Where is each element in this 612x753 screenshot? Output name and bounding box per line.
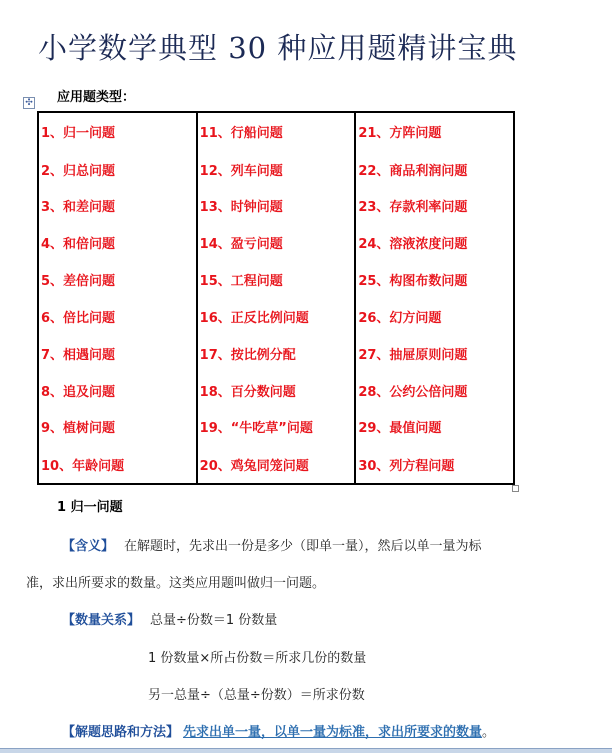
table-row [38, 408, 514, 445]
section-heading: 1 归一问题 [57, 500, 123, 515]
table-row [38, 298, 514, 335]
table-cell: 27、抽屉原则问题 [355, 335, 514, 372]
table-cell: 20、鸡兔同笼问题 [197, 445, 356, 484]
table-resize-handle[interactable] [512, 485, 519, 492]
table-row [38, 445, 514, 484]
relation-3: 另一总量÷（总量÷份数）＝所求份数 [148, 688, 365, 703]
table-row [38, 335, 514, 372]
table-cell: 24、溶液浓度问题 [355, 224, 514, 261]
meaning-continued: 准，求出所要求的数量。这类应用题叫做归一问题。 [26, 576, 326, 591]
table-cell: 16、正反比例问题 [197, 298, 356, 335]
table-cell: 29、最值问题 [355, 408, 514, 445]
table-cell: 8、追及问题 [38, 372, 197, 409]
relation-1: 总量÷份数＝1 份数量 [150, 613, 278, 628]
bottom-scroll-edge [0, 748, 612, 753]
table-cell: 19、“牛吃草”问题 [197, 408, 356, 445]
meaning-label: 【含义】 [62, 539, 115, 554]
method-paragraph [62, 721, 495, 740]
table-row [38, 151, 514, 188]
table-row [38, 372, 514, 409]
table-cell: 5、差倍问题 [38, 261, 197, 298]
method-link[interactable]: 先求出单一量，以单一量为标准，求出所要求的数量 [183, 725, 483, 740]
meaning-text: 在解题时，先求出一份是多少（即单一量），然后以单一量为标 [124, 539, 482, 554]
relation-2: 1 份数量×所占份数＝所求几份的数量 [148, 651, 367, 666]
table-cell: 28、公约公倍问题 [355, 372, 514, 409]
table-row [38, 224, 514, 261]
document-title: 小学数学典型 30 种应用题精讲宝典 [38, 31, 518, 65]
table-move-handle-icon[interactable]: ✣ [23, 97, 35, 109]
problem-types-table [37, 111, 515, 485]
table-cell: 2、归总问题 [38, 151, 197, 188]
table-cell: 10、年龄问题 [38, 445, 197, 484]
table-cell: 21、方阵问题 [355, 112, 514, 151]
table-cell: 14、盈亏问题 [197, 224, 356, 261]
table-cell: 9、植树问题 [38, 408, 197, 445]
table-cell: 17、按比例分配 [197, 335, 356, 372]
method-label: 【解题思路和方法】 [62, 725, 180, 740]
relation-label: 【数量关系】 [62, 613, 141, 628]
meaning-paragraph [62, 535, 482, 554]
table-cell: 12、列车问题 [197, 151, 356, 188]
table-cell: 15、工程问题 [197, 261, 356, 298]
table-cell: 1、归一问题 [38, 112, 197, 151]
table-cell: 7、相遇问题 [38, 335, 197, 372]
table-cell: 23、存款利率问题 [355, 188, 514, 225]
relation-paragraph [62, 609, 277, 628]
method-end: 。 [482, 725, 496, 740]
table-cell: 18、百分数问题 [197, 372, 356, 409]
table-cell: 6、倍比问题 [38, 298, 197, 335]
table-row [38, 188, 514, 225]
table-cell: 11、行船问题 [197, 112, 356, 151]
table-cell: 26、幻方问题 [355, 298, 514, 335]
table-cell: 22、商品利润问题 [355, 151, 514, 188]
table-cell: 25、构图布数问题 [355, 261, 514, 298]
table-cell: 3、和差问题 [38, 188, 197, 225]
types-heading: 应用题类型： [57, 90, 136, 105]
table-row [38, 112, 514, 151]
table-cell: 13、时钟问题 [197, 188, 356, 225]
table-cell: 4、和倍问题 [38, 224, 197, 261]
table-row [38, 261, 514, 298]
table-cell: 30、列方程问题 [355, 445, 514, 484]
